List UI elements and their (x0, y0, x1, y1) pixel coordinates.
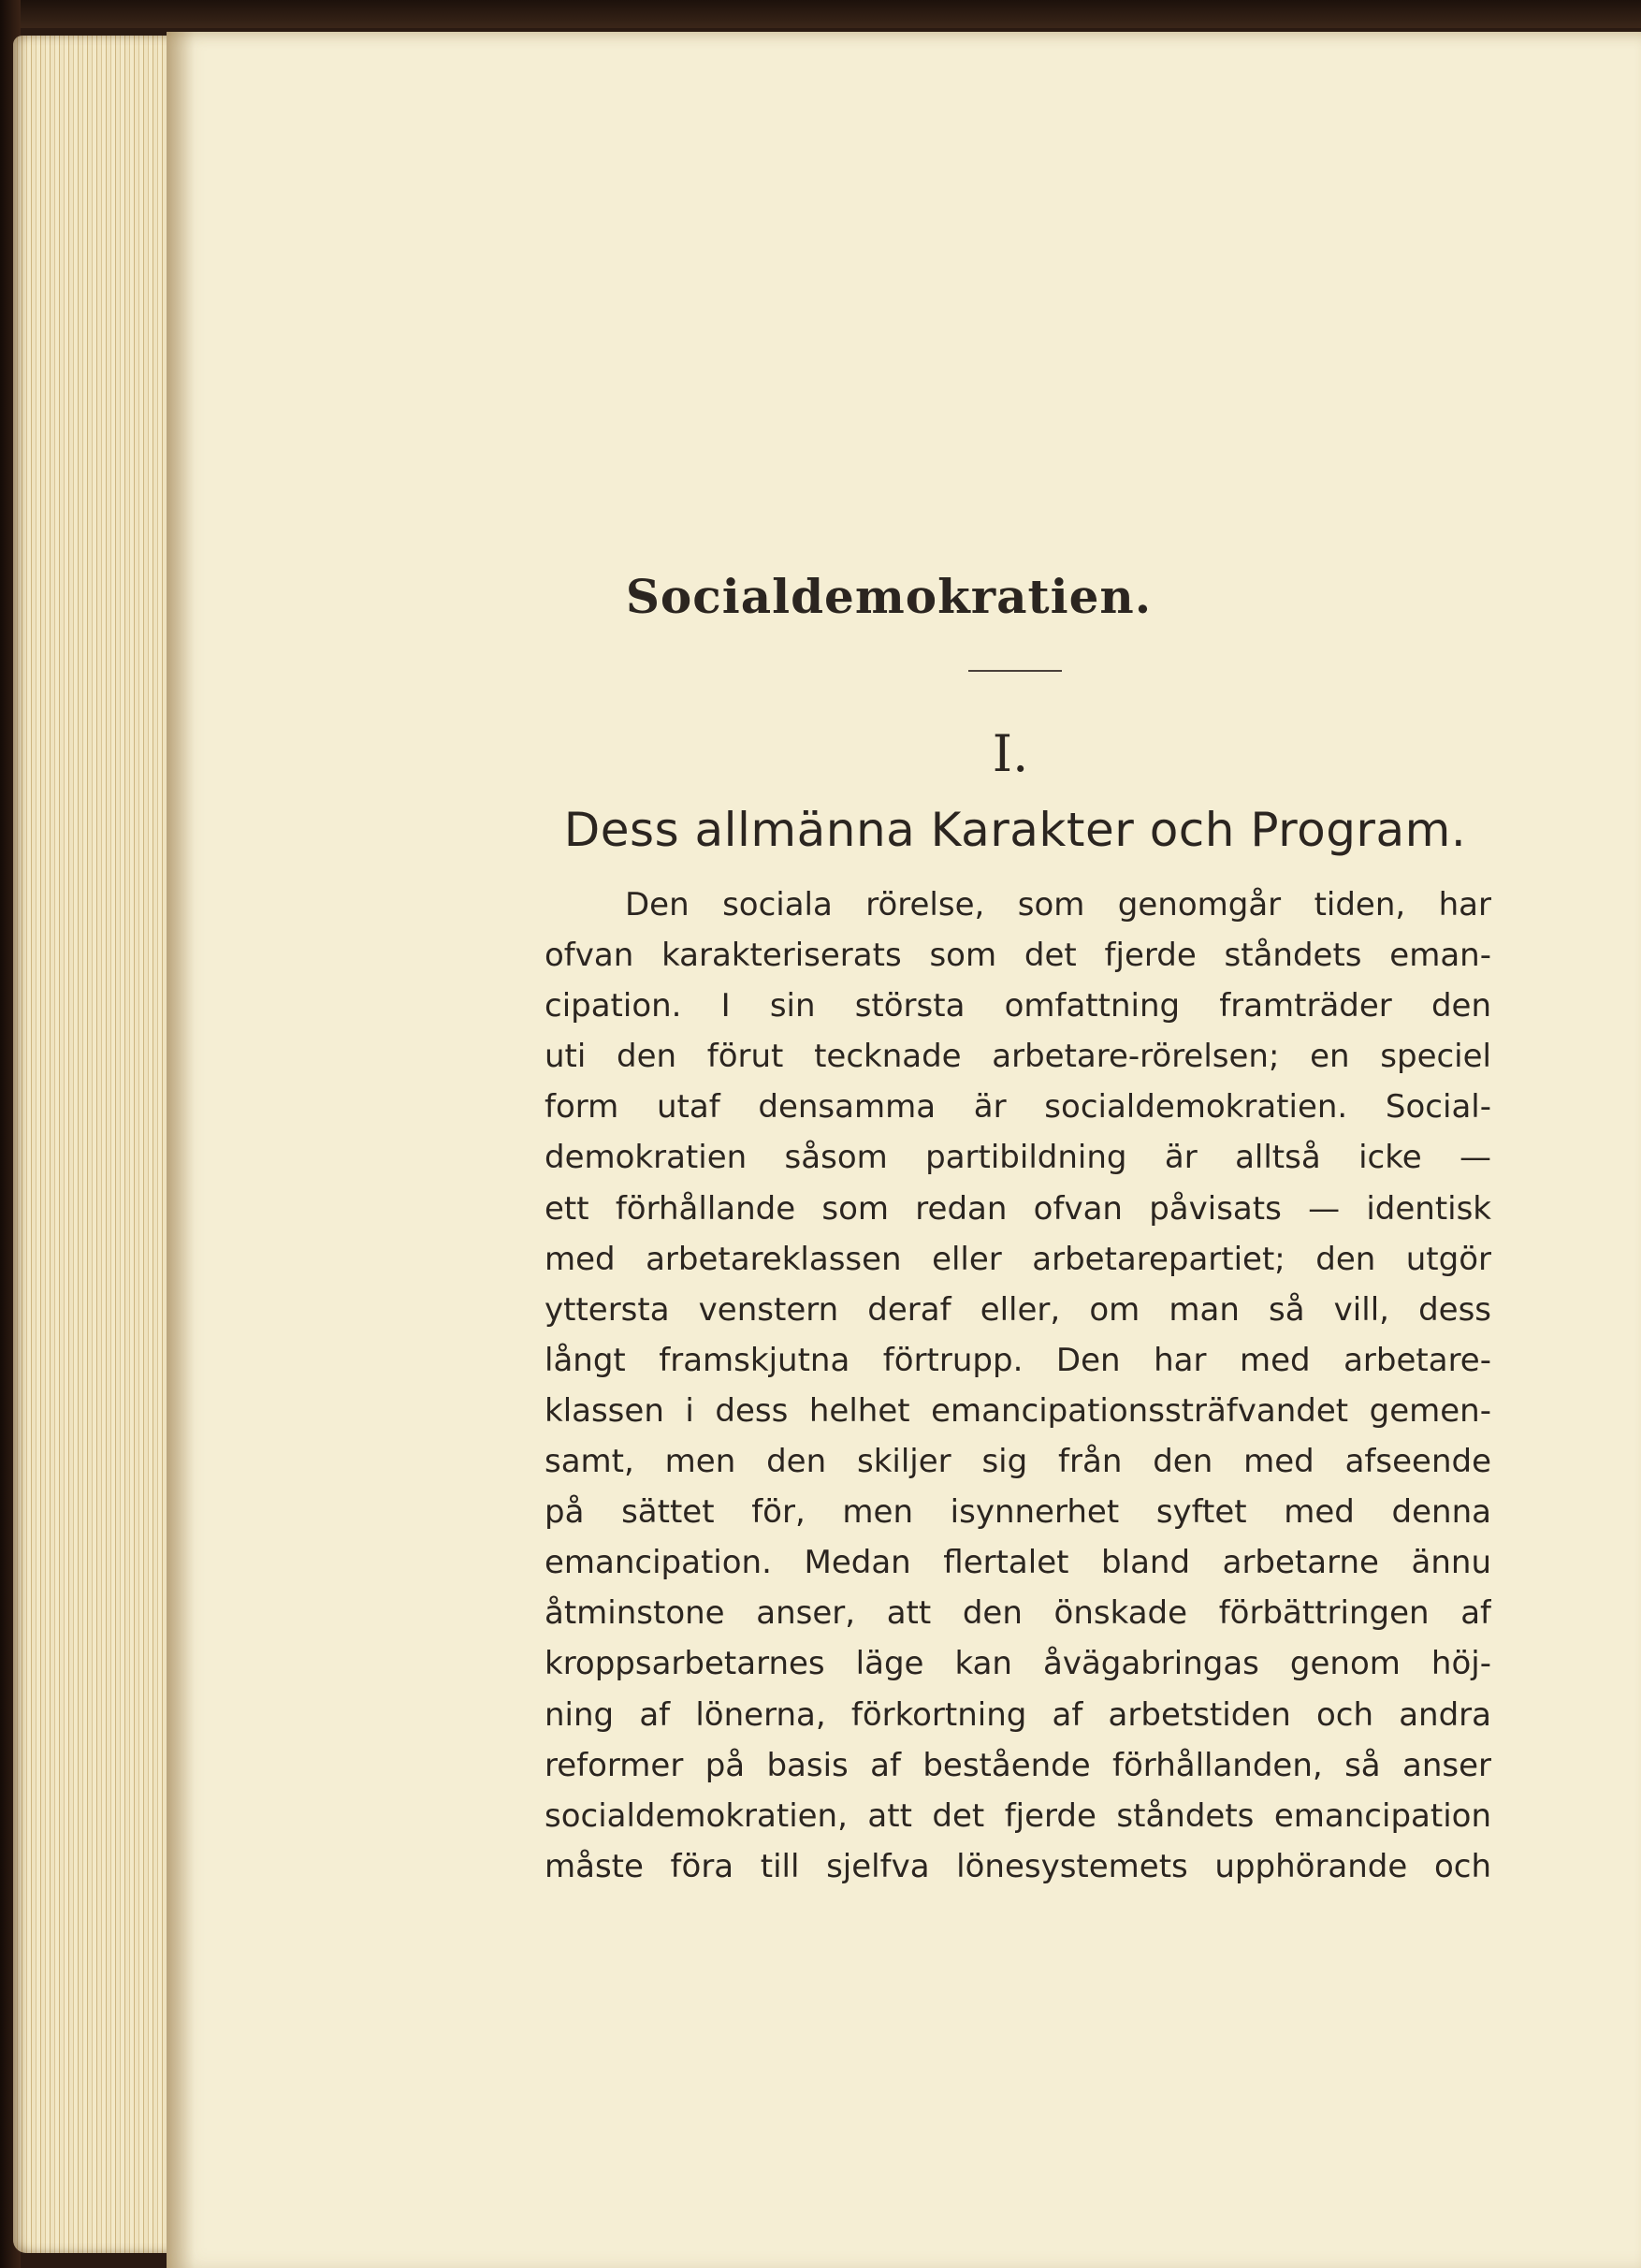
text-line: yttersta venstern deraf eller, om man så vill, dess (545, 1290, 1491, 1329)
text-line: med arbetareklassen eller arbetarepartiet; den utgör (545, 1240, 1491, 1278)
chapter-heading: Dess allmänna Karakter och Program. (563, 803, 1467, 857)
text-line: Den sociala rörelse, som genomgår tiden, har (625, 886, 1491, 923)
text-line: ofvan karakteriserats som det fjerde ståndets eman- (545, 937, 1491, 975)
text-line: ett förhållande som redan ofvan påvisats — identisk (545, 1189, 1491, 1228)
text-line: på sättet för, men isynnerhet syftet med denna (545, 1493, 1491, 1532)
running-title: Socialdemokratien. (625, 569, 1153, 624)
text-line: uti den förut tecknade arbetare-rörelsen; en speciel (545, 1038, 1491, 1076)
text-line: demokratien såsom partibildning är alltså icke — (545, 1139, 1491, 1177)
title-divider (968, 670, 1062, 672)
text-line: kroppsarbetarnes läge kan åvägabringas genom höj- (545, 1645, 1491, 1683)
text-line: cipation. I sin största omfattning framträder den (545, 987, 1491, 1025)
book-cover-top (0, 0, 1641, 28)
text-line: emancipation. Medan flertalet bland arbetarne ännu (545, 1544, 1491, 1582)
text-line: socialdemokratien, att det fjerde ståndets emancipation (545, 1796, 1491, 1835)
text-line: samt, men den skiljer sig från den med afseende (545, 1443, 1491, 1481)
text-line: måste föra till sjelfva lönesystemets upphörande och (545, 1847, 1491, 1885)
page-gutter-shadow (167, 32, 195, 2268)
chapter-numeral: I. (992, 724, 1029, 783)
text-line: reformer på basis af bestående förhållanden, så anser (545, 1746, 1491, 1784)
text-line: ning af lönerna, förkortning af arbetstiden och andra (545, 1695, 1491, 1734)
text-line: form utaf densamma är socialdemokratien. Social- (545, 1088, 1491, 1127)
text-line: åtminstone anser, att den önskade förbättringen af (545, 1594, 1491, 1633)
body-paragraph (545, 880, 1491, 1892)
text-line: klassen i dess helhet emancipationssträfvandet gemen- (545, 1391, 1491, 1430)
text-line: långt framskjutna förtrupp. Den har med arbetare- (545, 1341, 1491, 1379)
